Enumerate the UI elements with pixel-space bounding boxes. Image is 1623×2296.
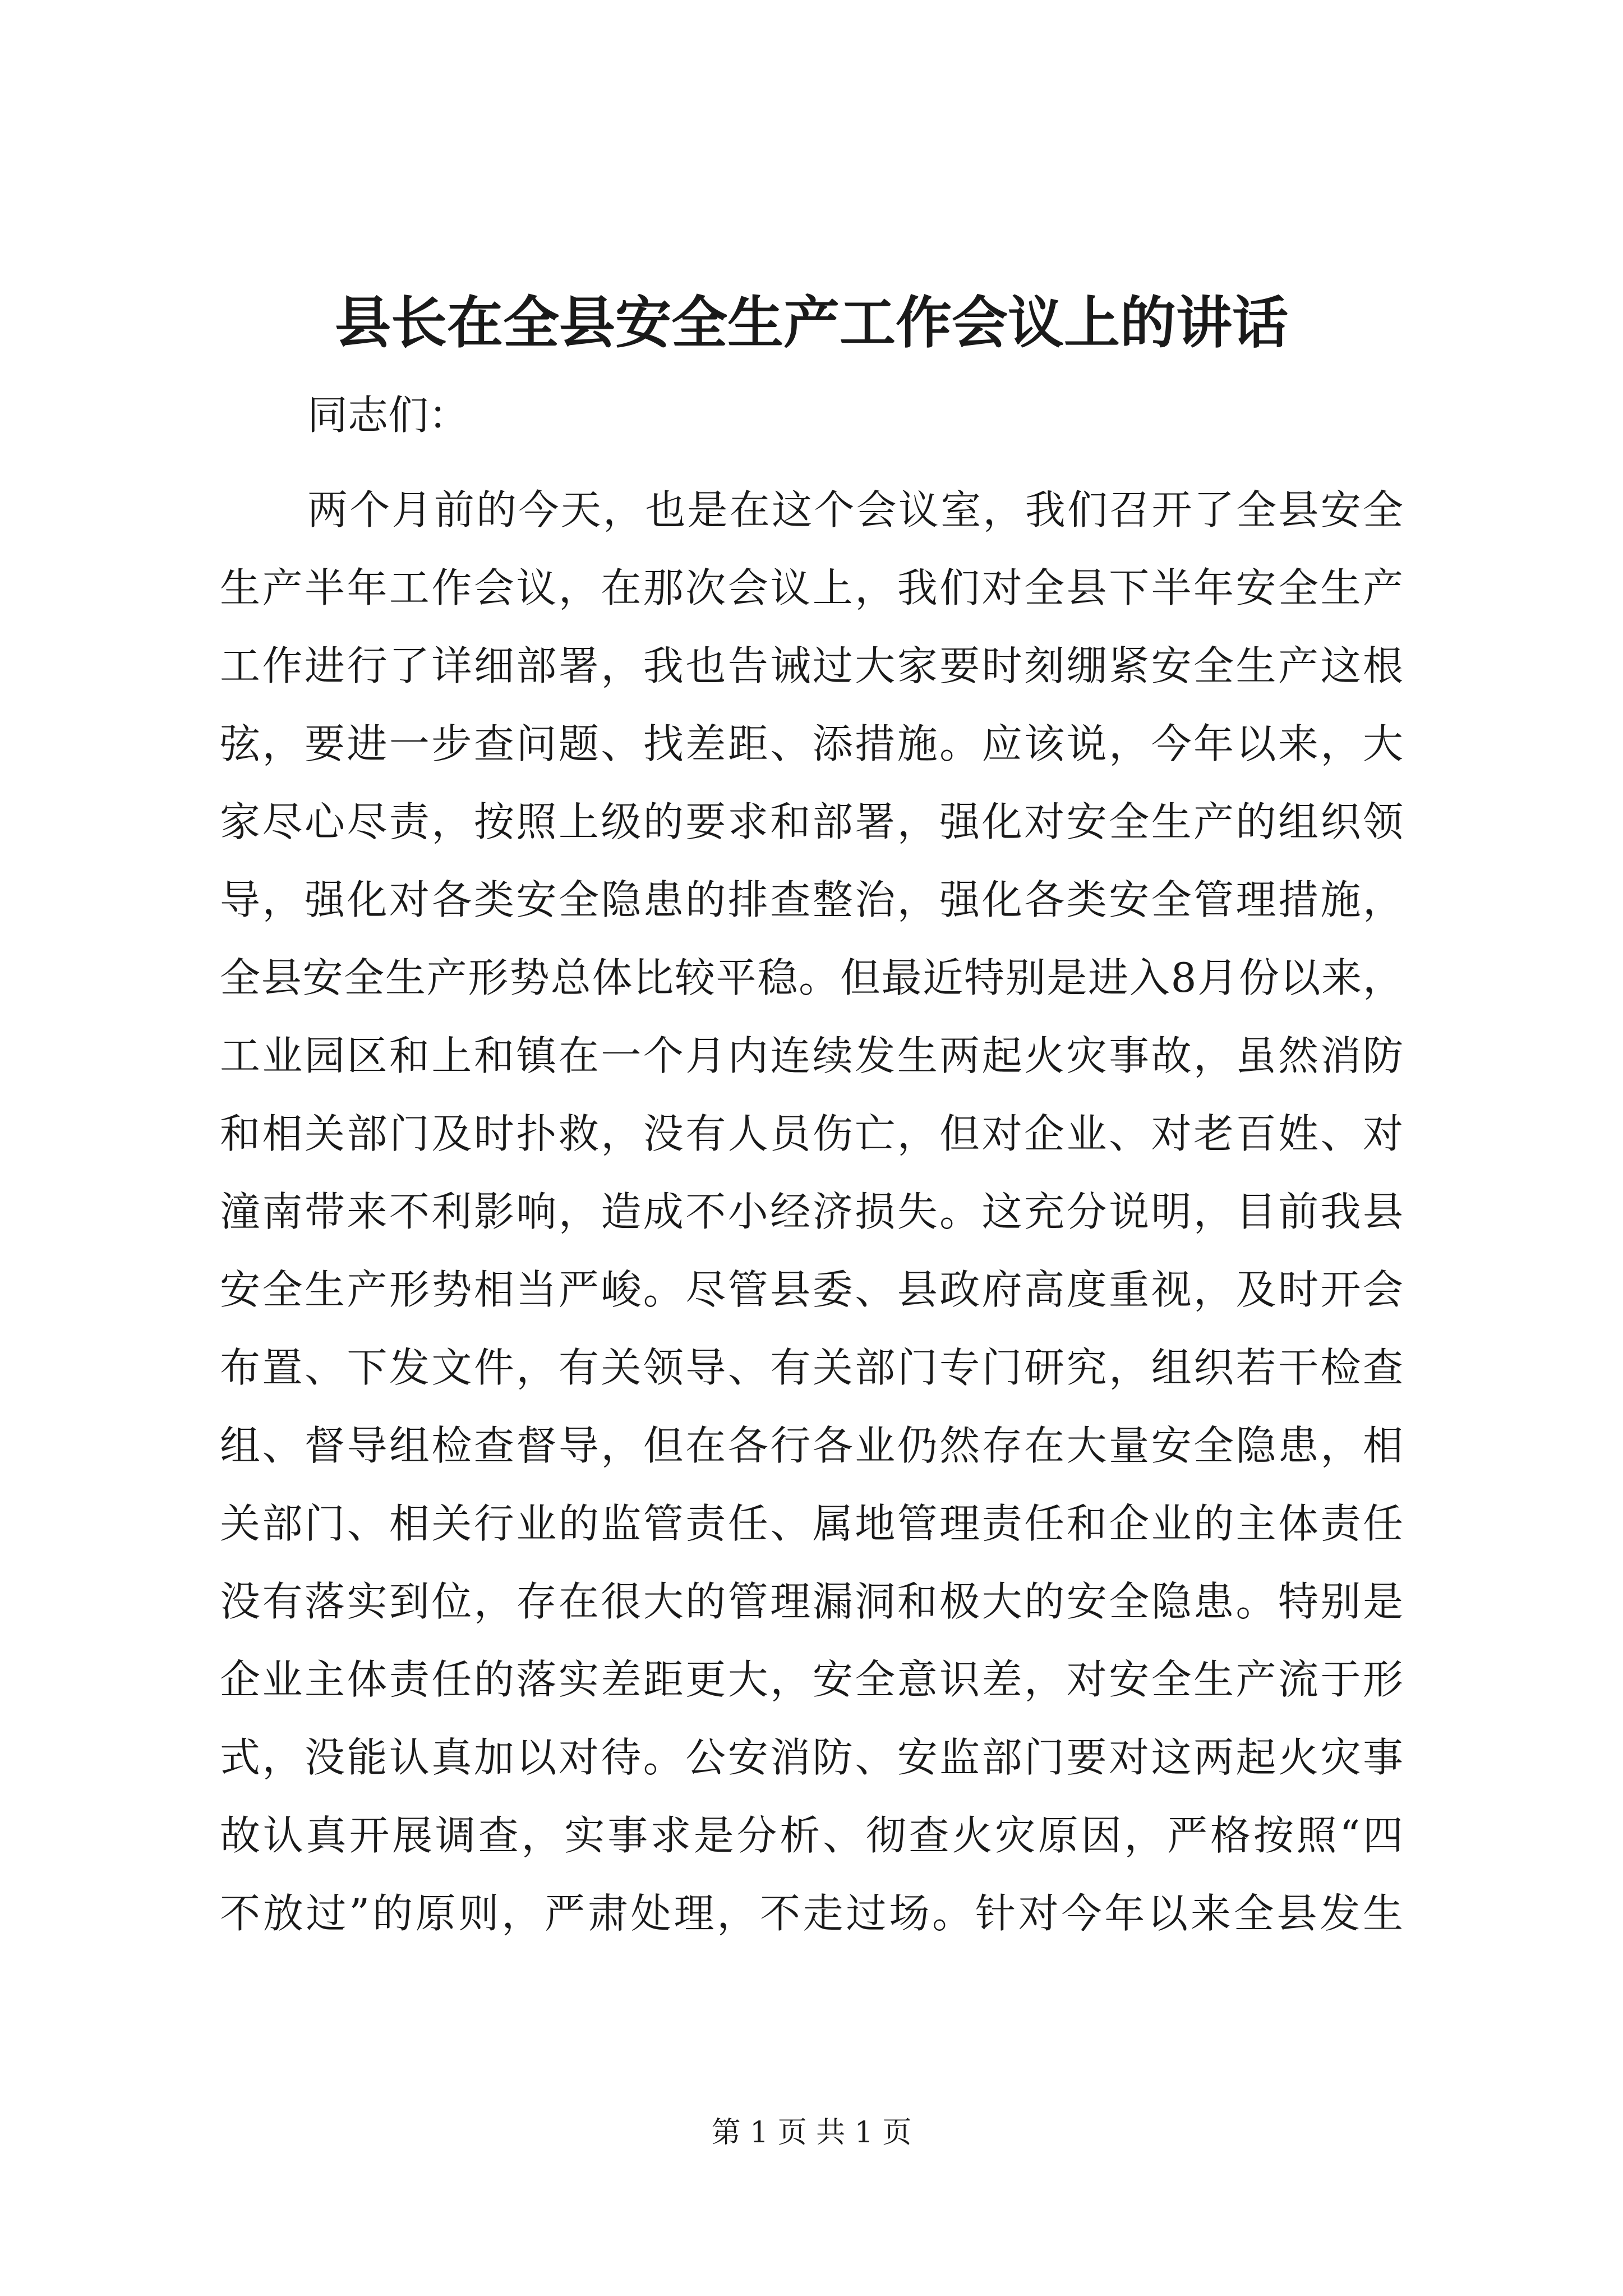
body-line: 潼南带来不利影响，造成不小经济损失。这充分说明，目前我县 xyxy=(220,1188,1403,1235)
body-line: 组、督导组检查督导，但在各行各业仍然存在大量安全隐患，相 xyxy=(220,1422,1403,1469)
body-line: 安全生产形势相当严峻。尽管县委、县政府高度重视，及时开会 xyxy=(220,1266,1403,1313)
body-line: 式，没能认真加以对待。公安消防、安监部门要对这两起火灾事 xyxy=(220,1734,1403,1781)
body-line: 工作进行了详细部署，我也告诫过大家要时刻绷紧安全生产这根 xyxy=(220,642,1403,689)
body-line: 故认真开展调查，实事求是分析、彻查火灾原因，严格按照“四 xyxy=(220,1812,1403,1859)
body-line: 两个月前的今天，也是在这个会议室，我们召开了全县安全 xyxy=(307,486,1403,533)
body-line: 工业园区和上和镇在一个月内连续发生两起火灾事故，虽然消防 xyxy=(220,1032,1403,1079)
document-title: 县长在全县安全生产工作会议上的讲话 xyxy=(335,289,1288,356)
page-footer: 第 1 页 共 1 页 xyxy=(711,2116,912,2150)
body-line: 家尽心尽责，按照上级的要求和部署，强化对安全生产的组织领 xyxy=(220,798,1403,845)
body-line: 没有落实到位，存在很大的管理漏洞和极大的安全隐患。特别是 xyxy=(220,1578,1403,1625)
salutation: 同志们： xyxy=(307,392,469,439)
body-line: 导，强化对各类安全隐患的排查整治，强化各类安全管理措施， xyxy=(220,876,1403,923)
body-line: 不放过”的原则，严肃处理，不走过场。针对今年以来全县发生 xyxy=(220,1890,1403,1937)
body-line: 全县安全生产形势总体比较平稳。但最近特别是进入8月份以来， xyxy=(220,954,1403,1001)
body-line: 和相关部门及时扑救，没有人员伤亡，但对企业、对老百姓、对 xyxy=(220,1110,1403,1157)
body-line: 生产半年工作会议，在那次会议上，我们对全县下半年安全生产 xyxy=(220,564,1403,611)
body-line: 弦，要进一步查问题、找差距、添措施。应该说，今年以来，大 xyxy=(220,720,1403,767)
body-line: 布置、下发文件，有关领导、有关部门专门研究，组织若干检查 xyxy=(220,1344,1403,1391)
body-line: 关部门、相关行业的监管责任、属地管理责任和企业的主体责任 xyxy=(220,1500,1403,1547)
body-paragraph xyxy=(220,471,1403,1953)
body-line: 企业主体责任的落实差距更大，安全意识差，对安全生产流于形 xyxy=(220,1656,1403,1703)
